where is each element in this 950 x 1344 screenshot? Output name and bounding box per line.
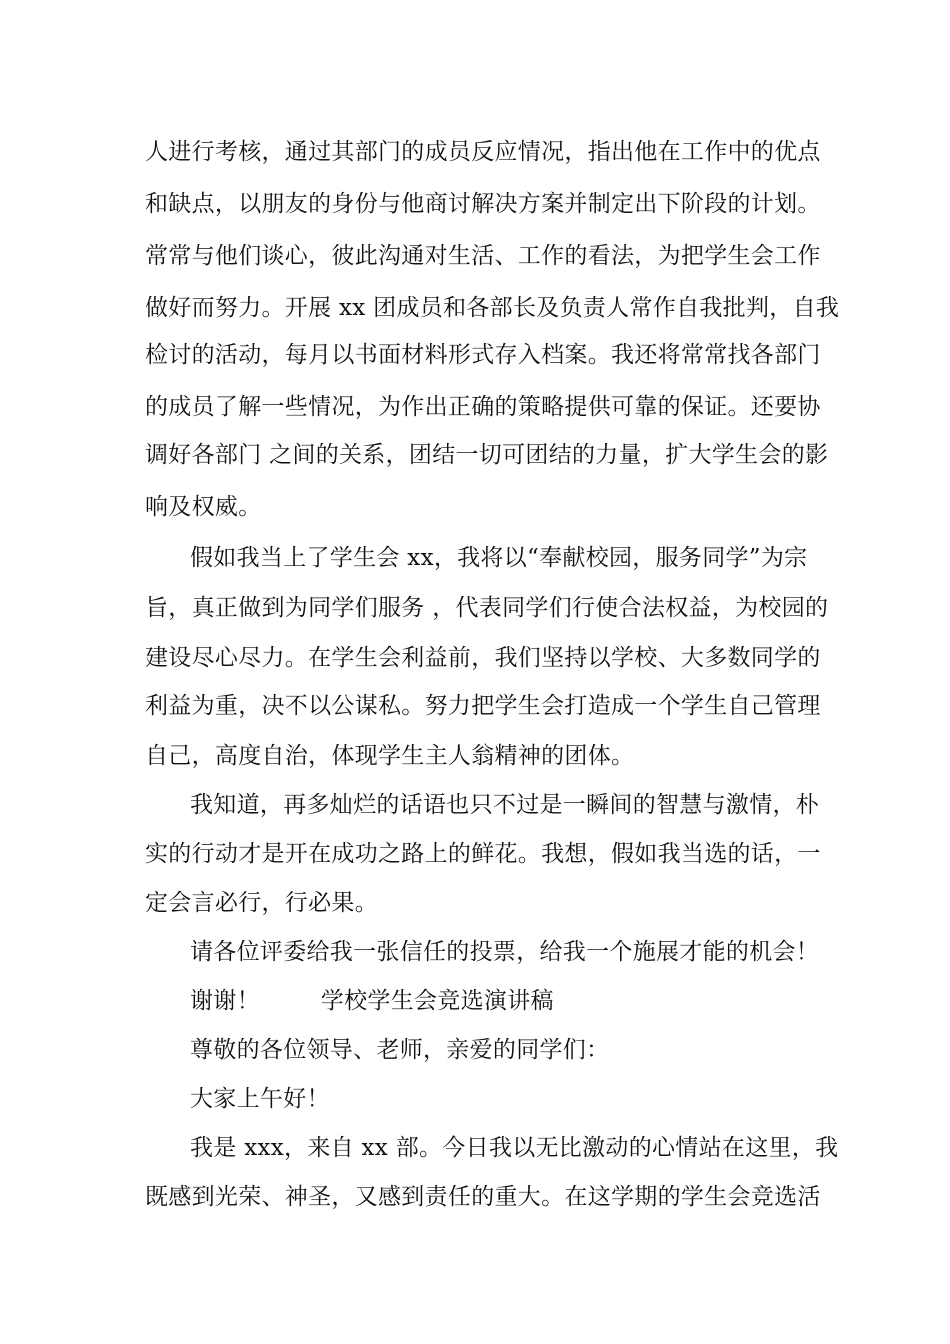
- paragraph-first-line: 我是 xxx，来自 xx 部。今日我以无比激动的心情站在这里，我: [190, 1135, 839, 1161]
- text-line: 调好各部门 之间的关系，团结一切可团结的力量，扩大学生会的影: [145, 442, 829, 468]
- text-line: 实的行动才是开在成功之路上的鲜花。我想，假如我当选的话，一: [145, 841, 821, 867]
- text-line: 的成员了解一些情况，为作出正确的策略提供可靠的保证。还要协: [145, 394, 821, 420]
- text-line: 做好而努力。开展 xx 团成员和各部长及负责人常作自我批判，自我: [145, 295, 840, 321]
- paragraph-first-line: 假如我当上了学生会 xx，我将以“奉献校园，服务同学”为宗: [190, 545, 808, 571]
- text-line: 检讨的活动，每月以书面材料形式存入档案。我还将常常找各部门: [145, 342, 821, 368]
- paragraph-first-line: 大家上午好！: [190, 1086, 330, 1112]
- text-line: 既感到光荣、神圣，又感到责任的重大。在这学期的学生会竞选活: [145, 1184, 821, 1210]
- text-line: 和缺点，以朋友的身份与他商讨解决方案并制定出下阶段的计划。: [145, 191, 821, 217]
- paragraph-first-line: 尊敬的各位领导、老师，亲爱的同学们：: [190, 1037, 610, 1063]
- text-line: 常常与他们谈心，彼此沟通对生活、工作的看法，为把学生会工作: [145, 243, 821, 269]
- text-line: 响及权威。: [145, 494, 262, 520]
- paragraph-first-line: 请各位评委给我一张信任的投票，给我一个施展才能的机会！: [190, 939, 820, 965]
- text-line: 利益为重，决不以公谋私。努力把学生会打造成一个学生自己管理: [145, 693, 821, 719]
- paragraph-first-line: 谢谢！ 学校学生会竞选演讲稿: [190, 988, 554, 1014]
- text-line: 定会言必行，行必果。: [145, 890, 378, 916]
- paragraph-first-line: 我知道，再多灿烂的话语也只不过是一瞬间的智慧与激情，朴: [190, 792, 820, 818]
- text-line: 人进行考核，通过其部门的成员反应情况，指出他在工作中的优点: [145, 139, 821, 165]
- text-line: 自己，高度自治，体现学生主人翁精神的团体。: [145, 743, 635, 769]
- text-line: 旨，真正做到为同学们服务 ，代表同学们行使合法权益，为校园的: [145, 595, 829, 621]
- text-line: 建设尽心尽力。在学生会利益前，我们坚持以学校、大多数同学的: [145, 645, 821, 671]
